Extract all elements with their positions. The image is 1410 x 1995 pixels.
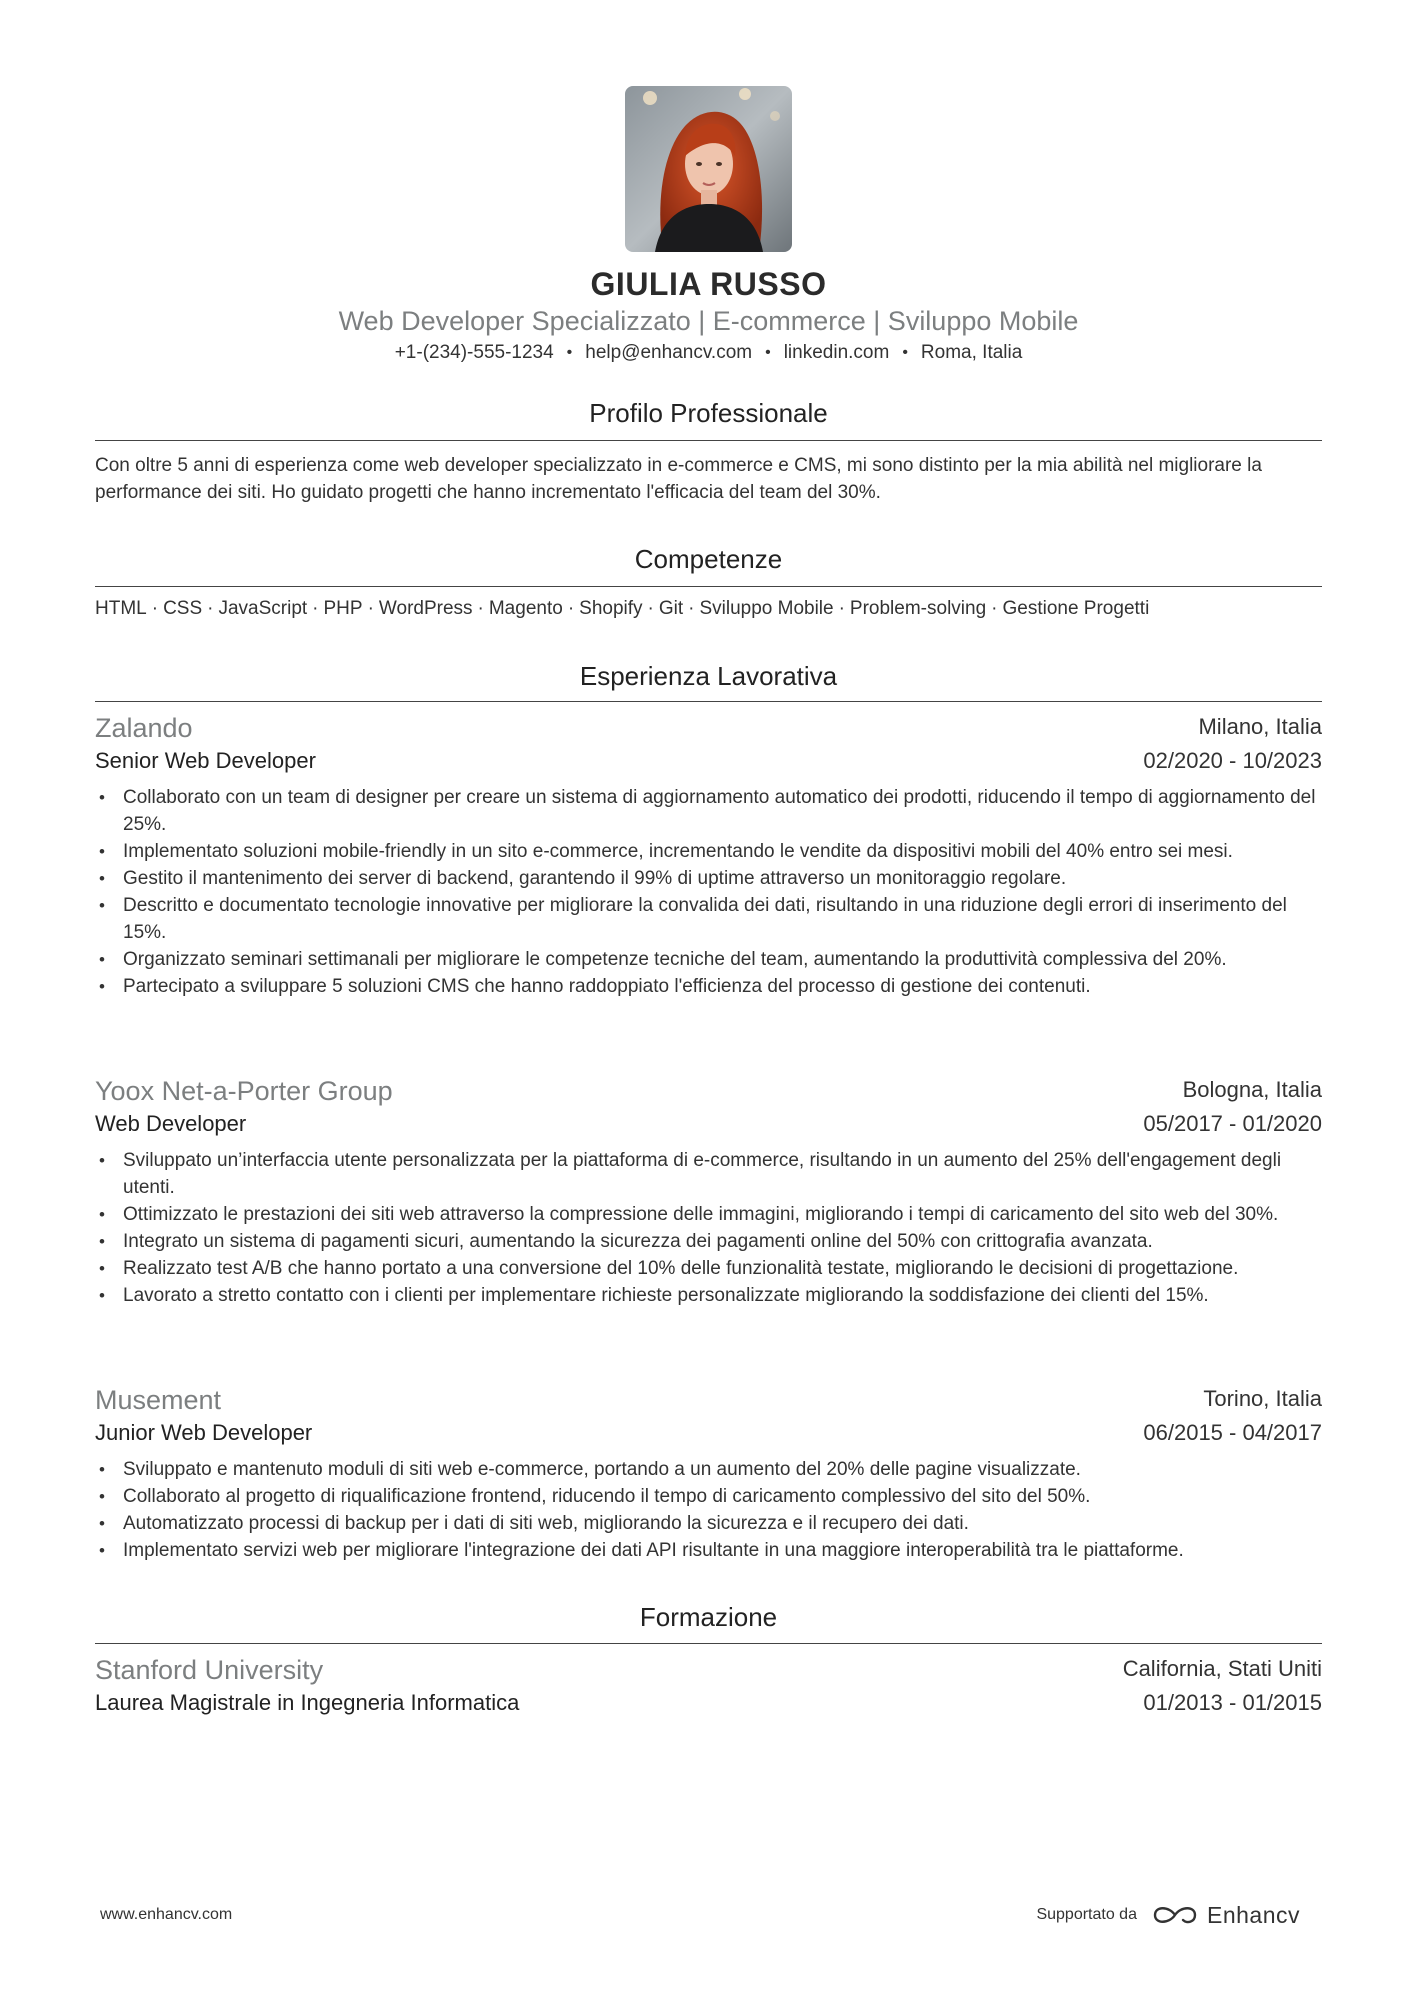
- list-item: • Ottimizzato le prestazioni dei siti web attraverso la compressione delle immagini, migliorando i tempi di caricamento del sito web del 30%.: [123, 1201, 1322, 1228]
- skill-item: Gestione Progetti: [1002, 598, 1150, 619]
- job-company: Yoox Net-a-Porter Group: [95, 1076, 393, 1106]
- job-location: Bologna, Italia: [1182, 1077, 1322, 1102]
- job-bullets: [95, 1456, 1322, 1564]
- list-item: • Gestito il mantenimento dei server di backend, garantendo il 99% di uptime attraverso un monitoraggio regolare.: [123, 865, 1322, 892]
- bullet-separator: •: [566, 344, 573, 361]
- section-divider: [95, 701, 1322, 702]
- job-company: Zalando: [95, 713, 193, 743]
- list-item: • Partecipato a sviluppare 5 soluzioni CMS che hanno raddoppiato l'efficienza del processo di gestione dei contenuti.: [123, 973, 1322, 1000]
- job-subheader: [95, 748, 1322, 782]
- list-item: • Descritto e documentato tecnologie innovative per migliorare la convalida dei dati, risultando in una riduzione degli errori di inserimento del 15%.: [123, 892, 1322, 946]
- bullet-separator: •: [765, 344, 771, 361]
- enhancv-logo-icon: [1151, 1902, 1199, 1928]
- section-divider: [95, 440, 1322, 441]
- skill-item: JavaScript: [218, 598, 308, 619]
- section-title-profile: Profilo Professionale: [589, 398, 828, 428]
- skills-list: HTML · CSS · JavaScript · PHP · WordPress · Magento · Shopify · Git · Sviluppo Mobile · Problem-solving · Gestione Progetti: [95, 598, 1150, 619]
- skill-item: HTML: [95, 598, 147, 619]
- job-bullets: [95, 784, 1322, 1000]
- profile-photo: [625, 86, 792, 252]
- skill-item: Magento: [488, 598, 563, 619]
- skill-item: WordPress: [378, 598, 473, 619]
- job-subheader: [95, 1420, 1322, 1454]
- education-location: California, Stati Uniti: [1122, 1656, 1322, 1681]
- job-header: [95, 1385, 1322, 1419]
- job-dates: 06/2015 - 04/2017: [1143, 1420, 1322, 1445]
- list-item: • Implementato servizi web per migliorare l'integrazione dei dati API risultante in una maggiore interoperabilità tra le piattaforme.: [123, 1537, 1322, 1564]
- skill-item: Problem-solving: [849, 598, 987, 619]
- list-item: • Sviluppato e mantenuto moduli di siti web e-commerce, portando a un aumento del 20% delle pagine visualizzate.: [123, 1456, 1322, 1483]
- list-item: • Lavorato a stretto contatto con i clienti per implementare richieste personalizzate migliorando la soddisfazione dei clienti del 15%.: [123, 1282, 1322, 1309]
- job-dates: 05/2017 - 01/2020: [1143, 1111, 1322, 1136]
- footer-powered-by[interactable]: [1036, 1897, 1300, 1933]
- list-item: • Automatizzato processi di backup per i dati di siti web, migliorando la sicurezza e il recupero dei dati.: [123, 1510, 1322, 1537]
- list-item: • Integrato un sistema di pagamenti sicuri, aumentando la sicurezza dei pagamenti online del 50% con crittografia avanzata.: [123, 1228, 1322, 1255]
- list-item: • Collaborato al progetto di riqualificazione frontend, riducendo il tempo di caricamento complessivo del sito del 50%.: [123, 1483, 1322, 1510]
- job-location: Torino, Italia: [1203, 1386, 1322, 1411]
- education-degree: Laurea Magistrale in Ingegneria Informatica: [95, 1690, 520, 1715]
- powered-by-label: Supportato da: [1036, 1906, 1137, 1923]
- section-title-experience: Esperienza Lavorativa: [579, 661, 838, 691]
- list-item: • Implementato soluzioni mobile-friendly in un sito e-commerce, incrementando le vendite da dispositivi mobili del 40% entro sei mesi.: [123, 838, 1322, 865]
- job-header: [95, 1076, 1322, 1110]
- phone[interactable]: +1-(234)-555-1234: [394, 342, 554, 363]
- skill-item: Sviluppo Mobile: [699, 598, 834, 619]
- enhancv-brand: Enhancv: [1206, 1901, 1300, 1928]
- job-dates: 02/2020 - 10/2023: [1143, 748, 1322, 773]
- location: Roma, Italia: [920, 342, 1023, 363]
- candidate-name: GIULIA RUSSO: [590, 266, 827, 302]
- education-dates: 01/2013 - 01/2015: [1143, 1690, 1322, 1715]
- resume-page: [95, 0, 1322, 1995]
- education-header: [95, 1655, 1322, 1689]
- list-item: • Collaborato con un team di designer per creare un sistema di aggiornamento automatico dei prodotti, riducendo il tempo di aggiornamento del 25%.: [123, 784, 1322, 838]
- job-company: Musement: [95, 1385, 222, 1415]
- list-item: • Realizzato test A/B che hanno portato a una conversione del 10% delle funzionalità testate, migliorando le decisioni di progettazione.: [123, 1255, 1322, 1282]
- bullet-separator: •: [902, 344, 908, 361]
- job-role: Junior Web Developer: [95, 1420, 313, 1445]
- section-title-education: Formazione: [639, 1602, 778, 1632]
- section-divider: [95, 1643, 1322, 1644]
- email-link[interactable]: help@enhancv.com: [585, 342, 753, 363]
- candidate-headline: Web Developer Specializzato | E-commerce | Sviluppo Mobile: [338, 306, 1079, 336]
- job-subheader: [95, 1111, 1322, 1145]
- skill-item: Git: [658, 598, 684, 619]
- footer-website-link[interactable]: www.enhancv.com: [100, 1906, 233, 1923]
- job-header: [95, 713, 1322, 747]
- skill-item: Shopify: [579, 598, 643, 619]
- profile-summary: Con oltre 5 anni di esperienza come web developer specializzato in e-commerce e CMS, mi sono distinto per la mia abilità nel migliorare la performance dei siti. Ho guidato progetti che hanno incrementato l'efficacia del team del 30%.: [95, 455, 1262, 503]
- list-item: • Organizzato seminari settimanali per migliorare le competenze tecniche del team, aumentando la produttività complessiva del 20%.: [123, 946, 1322, 973]
- skill-item: PHP: [323, 598, 363, 619]
- list-item: • Sviluppato un’interfaccia utente personalizzata per la piattaforma di e-commerce, risultando in un aumento del 25% dell'engagement degli utenti.: [123, 1147, 1322, 1201]
- job-role: Web Developer: [95, 1111, 247, 1136]
- education-subheader: [95, 1690, 1322, 1724]
- linkedin-link[interactable]: linkedin.com: [783, 342, 890, 363]
- job-location: Milano, Italia: [1198, 714, 1322, 739]
- section-title-skills: Competenze: [634, 544, 783, 574]
- education-school: Stanford University: [95, 1655, 324, 1685]
- contact-line: [95, 342, 1322, 364]
- job-bullets: [95, 1147, 1322, 1309]
- section-divider: [95, 586, 1322, 587]
- skill-item: CSS: [163, 598, 203, 619]
- job-role: Senior Web Developer: [95, 748, 316, 773]
